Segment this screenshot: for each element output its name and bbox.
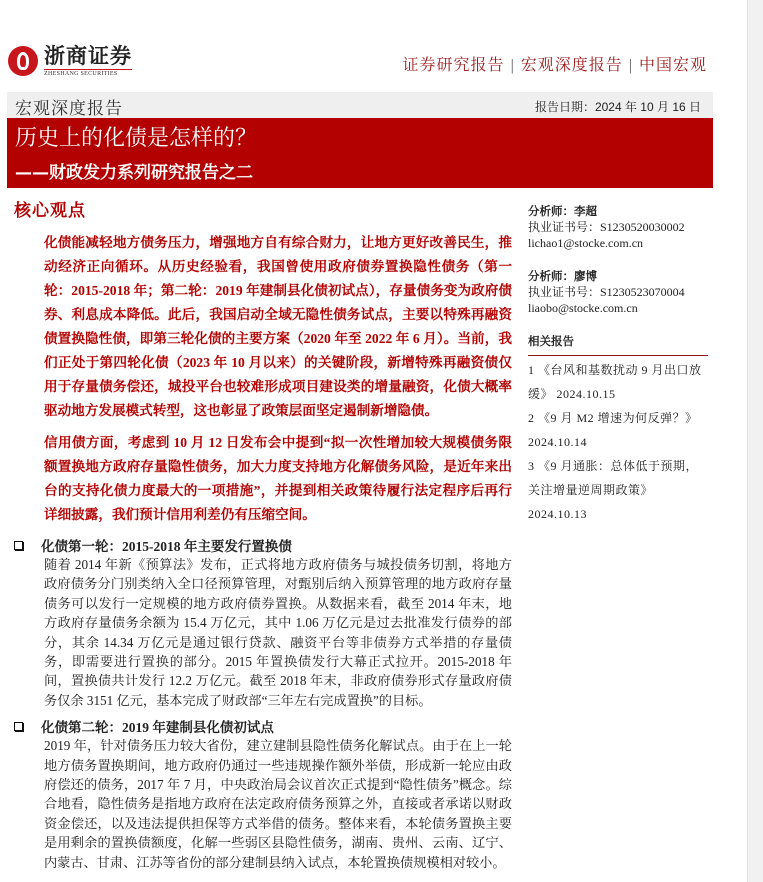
section-round-one	[14, 535, 514, 710]
checkbox-bullet-icon	[14, 722, 23, 731]
category-macro-deep: 宏观深度报告	[520, 57, 623, 74]
section-heading: 化债第二轮：2019 年建制县化债初试点	[41, 720, 274, 736]
logo-name: 浙商证券	[44, 44, 132, 68]
analyst-name: 分析师：廖博	[528, 269, 597, 283]
report-date: 报告日期：2024 年 10 月 16 日	[534, 100, 701, 114]
analyst-card	[528, 203, 708, 251]
category-china-macro: 中国宏观	[638, 57, 707, 74]
related-report-item[interactable]: 缓》 2024.10.15	[528, 387, 616, 401]
related-reports-heading: 相关报告	[528, 333, 708, 356]
divider: |	[628, 57, 633, 74]
category-research: 证券研究报告	[402, 57, 505, 74]
core-paragraph: 化债能减轻地方债务压力，增强地方自有综合财力，让地方更好改善民生，推动经济正向循环。从历史经验看，我国曾使用政府债券置换隐性债务（第一轮：2015-2018 年；第二轮：2019 年建制县化债初试点），存量债务变为政府债券、利息成本降低。此后，我国启动全域无隐性债务试点，主要以特殊再融资债置换隐性债，即第三轮化债的主要方案（2020 年至 2022 年 6 月）。当前，我们正处于第四轮化债（2023 年 10 月以来）的关键阶段，新增特殊再融资债仅用于存量债务偿还，城投平台也较难形成项目建设类的增量融资，化债大概率驱动地方发展模式转型，这也彰显了政策层面坚定遏制新增隐债。	[44, 235, 512, 418]
scrollbar[interactable]	[747, 0, 763, 882]
divider: |	[510, 57, 515, 74]
analyst-cert: 执业证书号：S1230523070004	[528, 285, 685, 299]
analyst-card	[528, 268, 708, 316]
analyst-email[interactable]: lichao1@stocke.com.cn	[528, 236, 644, 250]
core-view-heading: 核心观点	[14, 201, 86, 220]
logo-english: ZHESHANG SECURITIES	[44, 69, 132, 77]
core-view-body	[44, 231, 512, 527]
analyst-email[interactable]: liaobo@stocke.com.cn	[528, 301, 638, 315]
analyst-cert: 执业证书号：S1230520030002	[528, 220, 685, 234]
report-title: 历史上的化债是怎样的？	[15, 126, 258, 151]
core-paragraph: 信用债方面，考虑到 10 月 12 日发布会中提到“拟一次性增加较大规模债务限额置换地方政府存量隐性债务，加大力度支持地方化解债务风险，是近年来出台的支持化债力度最大的一项措施”，并提到相关政策待履行法定程序后再行详细披露，我们预计信用利差仍有压缩空间。	[44, 435, 512, 522]
section-body: 随着 2014 年新《预算法》发布，正式将地方政府债务与城投债务切割，将地方政府债务分门别类纳入全口径预算管理，对甄别后纳入预算管理的地方政府存量债务可以发行一定规模的地方政府债券置换。从数据来看，截至 2014 年末，地方政府存量债务余额为 15.4 万亿元，其中 1.06 万亿元是过去批准发行债券的部分，其余 14.34 万亿元是通过银行贷款、融资平台等非债券方式举措的存量债务，即需要进行置换的部分。2015 年置换债发行大幕正式拉开。2015-2018 年间，置换债共计发行 12.2 万亿元。截至 2018 年末，非政府债券形式存量政府债务仅余 3151 亿元，基本完成了财政部“三年左右完成置换”的目标。	[44, 557, 512, 708]
related-reports-list	[528, 358, 708, 526]
section-body: 2019 年，针对债务压力较大省份，建立建制县隐性债务化解试点。由于在上一轮地方债务置换期间，地方政府仍通过一些违规操作额外举债，形成新一轮应由政府偿还的债务，2017 年 7 月，中央政治局会议首次正式提到“隐性债务”概念。综合地看，隐性债务是指地方政府在法定政府债务预算之外，直接或者承诺以财政资金偿还，以及违法提供担保等方式举借的债务。整体来看，本轮债务置换主要是用剩余的置换债额度，化解一些弱区县隐性债务，湖南、贵州、云南、辽宁、内蒙古、甘肃、江苏等省份的部分建制县纳入试点，本轮置换债规模相对较小。	[44, 738, 512, 870]
report-subtitle: ——财政发力系列研究报告之二	[15, 163, 253, 183]
main-column	[14, 0, 514, 882]
analyst-name: 分析师：李超	[528, 204, 597, 218]
sidebar	[528, 203, 708, 526]
report-type: 宏观深度报告	[15, 99, 123, 118]
related-report-item[interactable]: 2 《9 月 M2 增速为何反弹？》	[528, 411, 698, 425]
related-report-item[interactable]: 关注增量逆周期政策》	[528, 483, 654, 497]
section-round-two	[14, 716, 514, 872]
related-report-item[interactable]: 3 《9 月通胀：总体低于预期，	[528, 459, 699, 473]
related-report-item[interactable]: 2024.10.13	[528, 507, 587, 521]
checkbox-bullet-icon	[14, 541, 23, 550]
related-report-item[interactable]: 2024.10.14	[528, 435, 587, 449]
section-heading: 化债第一轮：2015-2018 年主要发行置换债	[41, 539, 292, 554]
related-report-item[interactable]: 1 《台风和基数扰动 9 月出口放	[528, 363, 702, 377]
